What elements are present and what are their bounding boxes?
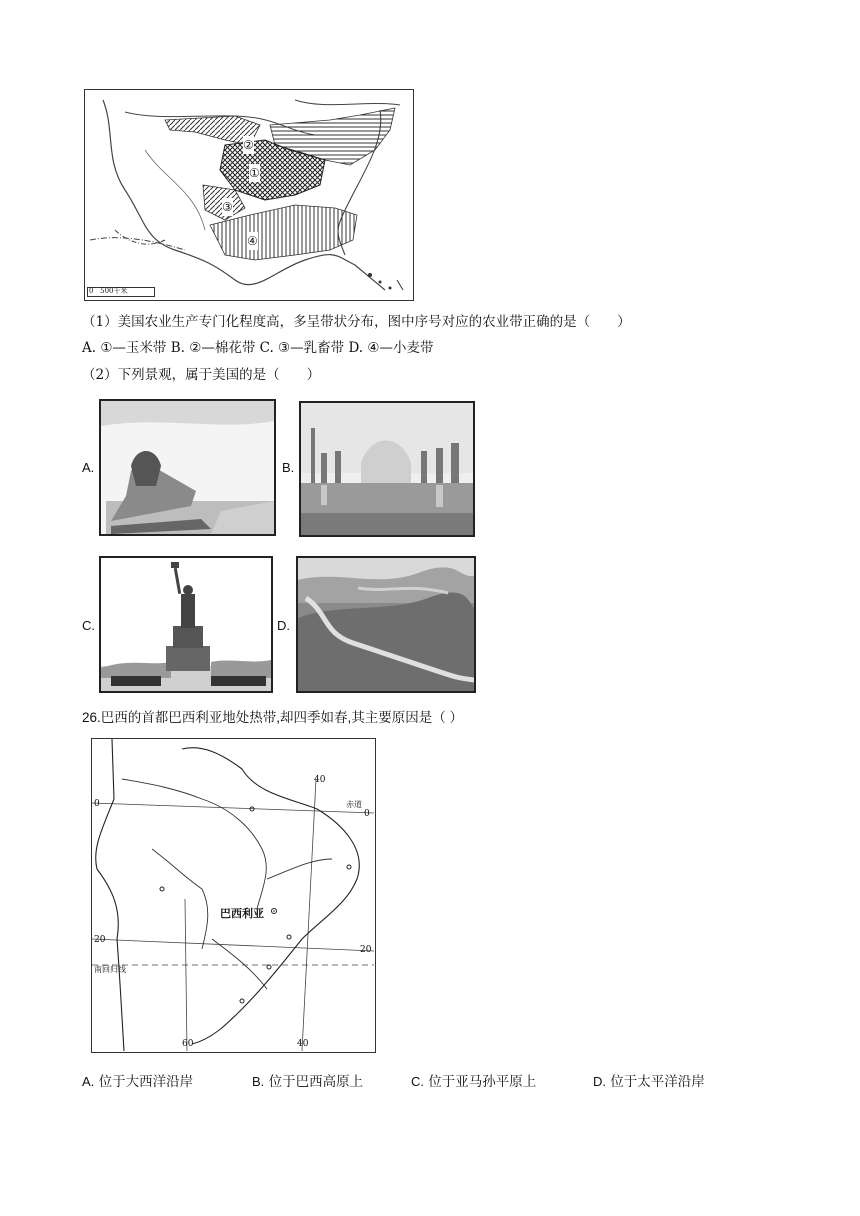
q26-option-d: D. 位于太平洋沿岸 bbox=[593, 1074, 705, 1090]
lat-20-left-label: 20 bbox=[94, 935, 106, 945]
lat-0-right-label: 0 bbox=[364, 809, 370, 819]
lon-40-top-label: 40 bbox=[314, 775, 326, 785]
brazil-map bbox=[91, 738, 376, 1053]
map-scale-label: 0 500千米 bbox=[89, 287, 128, 295]
equator-label: 赤道 bbox=[346, 800, 362, 809]
q25-part2-stem: （2）下列景观，属于美国的是（ ） bbox=[82, 367, 321, 383]
option-c-statue-of-liberty-image bbox=[99, 556, 273, 693]
map-label-3: ③ bbox=[222, 200, 233, 214]
map-label-1: ① bbox=[249, 166, 260, 180]
option-b-reflecting-pool-image bbox=[299, 401, 475, 537]
lat-0-left-label: 0 bbox=[94, 799, 100, 809]
q26-option-b: B. 位于巴西高原上 bbox=[252, 1074, 364, 1090]
q26-stem: 26.巴西的首都巴西利亚地处热带,却四季如春,其主要原因是（ ） bbox=[82, 710, 464, 725]
option-a-label: A. bbox=[82, 460, 95, 475]
option-b-label: B. bbox=[282, 460, 295, 475]
option-c-label: C. bbox=[82, 618, 95, 633]
usa-agriculture-map bbox=[84, 89, 414, 301]
tropic-label: 南回归线 bbox=[94, 965, 126, 974]
lon-40-bottom-label: 40 bbox=[297, 1039, 309, 1049]
option-a-sphinx-image bbox=[99, 399, 276, 536]
q26-option-a: A. 位于大西洋沿岸 bbox=[82, 1074, 194, 1090]
lat-20-right-label: 20 bbox=[360, 945, 372, 955]
map-label-4: ④ bbox=[247, 234, 258, 248]
map-label-2: ② bbox=[243, 138, 254, 152]
lon-60-label: 60 bbox=[182, 1039, 194, 1049]
q25-part1-stem: （1）美国农业生产专门化程度高，多呈带状分布，图中序号对应的农业带正确的是（ ） bbox=[82, 314, 631, 330]
option-d-label: D. bbox=[277, 618, 290, 633]
capital-brasilia-label: 巴西利亚 bbox=[220, 908, 264, 920]
option-d-great-wall-image bbox=[296, 556, 476, 693]
q25-part1-options: A. ①—玉米带 B. ②—棉花带 C. ③—乳畜带 D. ④—小麦带 bbox=[82, 340, 434, 356]
q26-option-c: C. 位于亚马孙平原上 bbox=[411, 1074, 537, 1090]
